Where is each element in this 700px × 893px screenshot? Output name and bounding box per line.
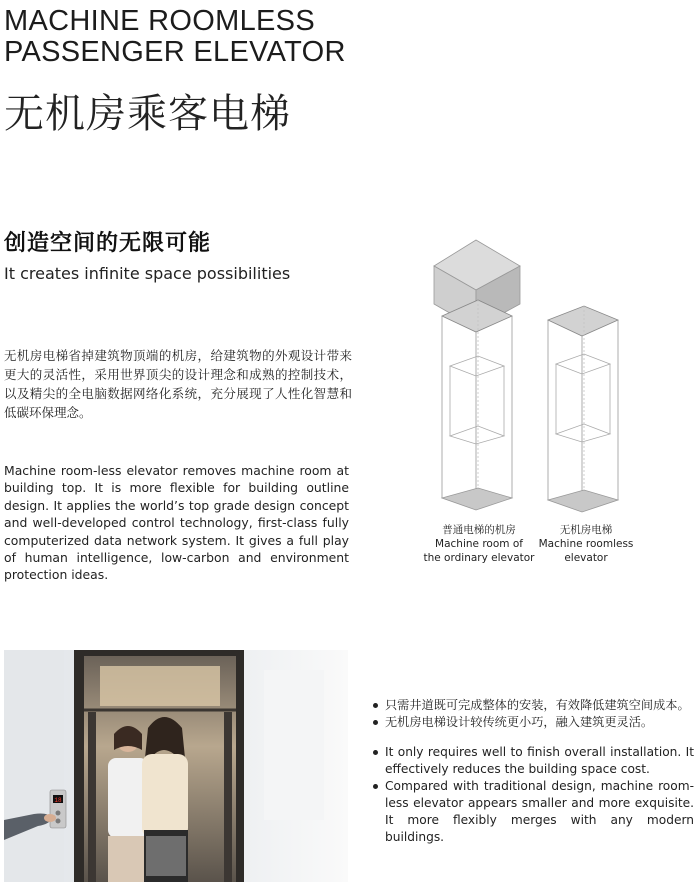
roomless-elevator-shaft — [548, 306, 618, 512]
caption-ordinary-en-1: Machine room of — [435, 538, 523, 550]
paragraph-chinese: 无机房电梯省掉建筑物顶端的机房，给建筑物的外观设计带来更大的灵活性，采用世界顶尖的设计理念和成熟的控制技术，以及精尖的全电脑数据网络化系统，充分展现了人性化智慧和低碳环保理念。 — [4, 348, 352, 420]
elevator-photo-illustration — [4, 650, 348, 882]
ordinary-elevator-shaft — [442, 300, 512, 510]
caption-roomless-en-1: Machine roomless — [538, 538, 634, 550]
caption-roomless-elevator — [532, 523, 640, 565]
title-english-line-1: MACHINE ROOMLESS — [4, 5, 315, 37]
bullet-list-chinese — [372, 697, 694, 731]
caption-roomless-en-2: elevator — [564, 552, 608, 564]
title-english — [4, 6, 346, 68]
caption-ordinary-en-2: the ordinary elevator — [423, 552, 535, 564]
bullet-list-english — [372, 744, 694, 846]
elevator-diagram-svg — [420, 228, 700, 568]
caption-roomless-cn: 无机房电梯 — [559, 524, 613, 536]
elevator-comparison-diagram — [420, 228, 700, 568]
title-english-line-2: PASSENGER ELEVATOR — [4, 36, 346, 68]
bullet-cn-2: 无机房电梯设计较传统更小巧，融入建筑更灵活。 — [372, 714, 694, 731]
title-chinese: 无机房乘客电梯 — [4, 91, 291, 137]
feature-bullets — [372, 697, 694, 846]
elevator-photo — [4, 650, 348, 882]
paragraph-english: Machine room-less elevator removes machine room at building top. It is more flexible for building outline design. It applies the world’s top grade design concept and well-developed control technology, first-class fully computerized data network system. It gives a full play of human intelligence, low-carbon and environment protection ideas. — [4, 463, 349, 583]
bullet-en-2: Compared with traditional design, machine room-less elevator appears smaller and more exquisite. It more flexibly merges with any modern buildings. — [372, 778, 694, 846]
section-heading-english: It creates infinite space possibilities — [4, 264, 291, 283]
caption-ordinary-elevator — [420, 523, 538, 565]
floor-display-number: 18 — [54, 797, 62, 804]
bullet-cn-1: 只需井道既可完成整体的安装，有效降低建筑空间成本。 — [372, 697, 694, 714]
caption-ordinary-cn: 普通电梯的机房 — [442, 524, 516, 536]
bullet-en-1: It only requires well to finish overall installation. It effectively reduces the building space cost. — [372, 744, 694, 778]
section-heading-chinese: 创造空间的无限可能 — [4, 231, 212, 256]
